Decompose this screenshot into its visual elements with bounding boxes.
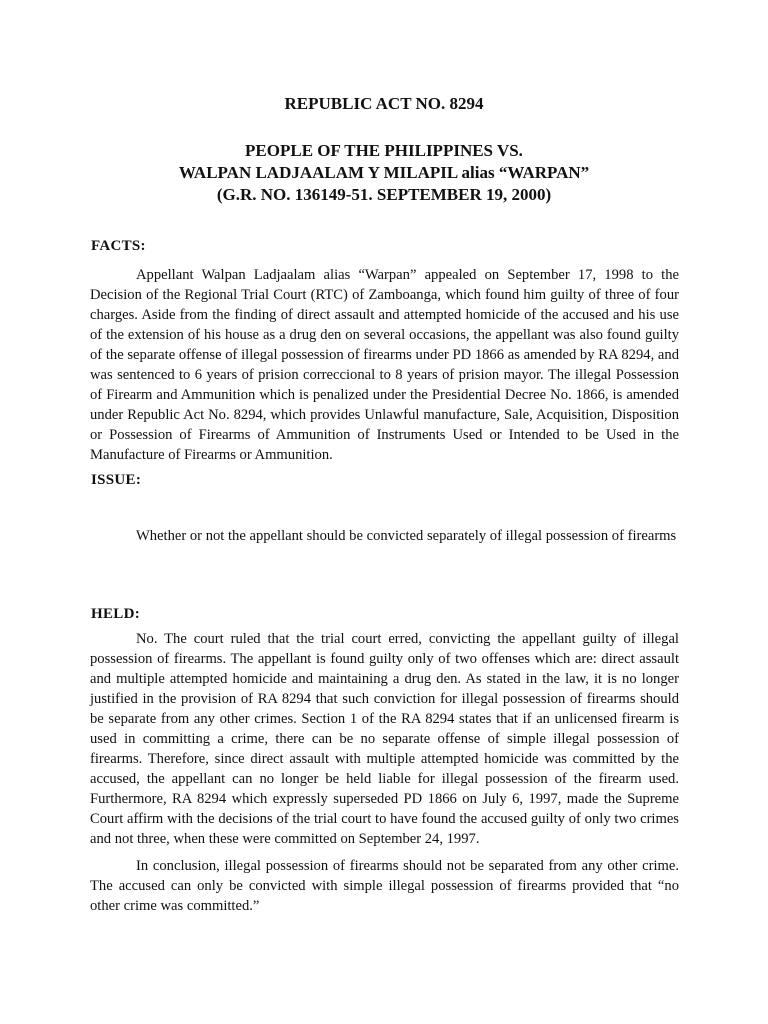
facts-paragraph: Appellant Walpan Ladjaalam alias “Warpan” appealed on September 17, 1998 to the Decision of the Regional Trial Court (RTC) of Zamboanga, which found him guilty of three of four charges. Aside from the finding of direct assault and attempted homicide of the accused and his use of the extension of his house as a drug den on several occasions, the appellant was also found guilty of the separate offense of illegal possession of firearms under PD 1866 as amended by RA 8294, and was sentenced to 6 years of prision correccional to 8 years of prision mayor. The illegal Possession of Firearm and Ammunition which is penalized under the Presidential Decree No. 1866, is amended under Republic Act No. 8294, which provides Unlawful manufacture, Sale, Acquisition, Disposition or Possession of Firearms of Ammunition of Instruments Used or Intended to be Used in the Manufacture of Firearms or Ammunition. xyxy=(90,267,679,463)
case-title-line-1: PEOPLE OF THE PHILIPPINES VS. xyxy=(245,141,523,160)
issue-heading: ISSUE: xyxy=(91,472,142,488)
document-title: REPUBLIC ACT NO. 8294 xyxy=(284,94,484,113)
held-paragraph-1: No. The court ruled that the trial court erred, convicting the appellant guilty of illegal possession of firearms. The appellant is found guilty only of two offenses which are: direct assault and multiple attempted homicide and maintaining a drug den. As stated in the law, it is no longer justified in the provision of RA 8294 that such conviction for illegal possession of firearms should be separate from any other crimes. Section 1 of the RA 8294 states that if an unlicensed firearm is used in committing a crime, there can be no separate offense of simple illegal possession of firearms. Therefore, since direct assault with multiple attempted homicide was committed by the accused, the appellant can no longer be held liable for illegal possession of the firearm used. Furthermore, RA 8294 which expressly superseded PD 1866 on July 6, 1997, made the Supreme Court affirm with the decisions of the trial court to have found the accused guilty of only two crimes and not three, when these were committed on September 24, 1997. xyxy=(90,631,679,847)
held-heading: HELD: xyxy=(91,606,141,622)
case-title-line-2: WALPAN LADJAALAM Y MILAPIL alias “WARPAN” xyxy=(178,163,590,182)
case-citation: (G.R. NO. 136149-51. SEPTEMBER 19, 2000) xyxy=(216,185,552,204)
issue-paragraph: Whether or not the appellant should be convicted separately of illegal possession of firearms xyxy=(136,528,677,544)
held-paragraph-2: In conclusion, illegal possession of firearms should not be separated from any other crime. The accused can only be convicted with simple illegal possession of firearms provided that “no other crime was committed.” xyxy=(90,858,679,914)
facts-heading: FACTS: xyxy=(91,238,146,254)
